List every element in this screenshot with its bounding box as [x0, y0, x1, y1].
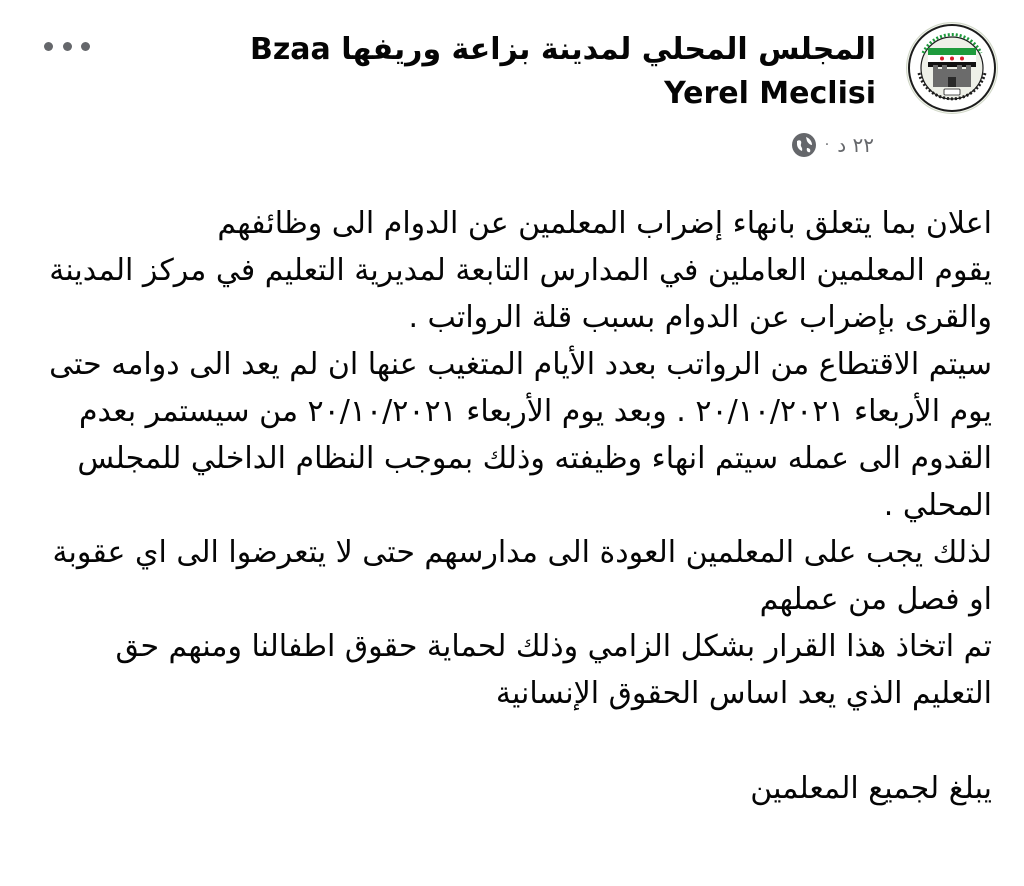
author-avatar[interactable] — [906, 22, 998, 114]
post-paragraph: سيتم الاقتطاع من الرواتب بعدد الأيام المتغيب عنها ان لم يعد الى دوامه حتى يوم الأربعاء ٢٠/١٠/٢٠٢١ . وبعد يوم الأربعاء ٢٠/١٠/٢٠٢١ من سيستمر بعدم القدوم الى عمله سيتم انهاء وظيفته وذلك بموجب النظام الداخلي للمجلس المحلي . — [49, 347, 992, 523]
more-options-icon — [44, 42, 53, 51]
more-options-button[interactable] — [44, 34, 90, 58]
post-meta — [791, 132, 874, 158]
paragraph-gap — [32, 717, 992, 765]
bzaa-council-logo-icon — [907, 23, 997, 113]
post-paragraph: تم اتخاذ هذا القرار بشكل الزامي وذلك لحماية حقوق اطفالنا ومنهم حق التعليم الذي يعد اساس الحقوق الإنسانية — [115, 629, 992, 711]
post-closing: يبلغ لجميع المعلمين — [750, 771, 992, 806]
author-name[interactable]: المجلس المحلي لمدينة بزاعة وريفها Bzaa Yerel Meclisi — [249, 32, 876, 111]
globe-icon — [791, 132, 817, 158]
post-paragraph: يقوم المعلمين العاملين في المدارس التابعة لمديرية التعليم في مركز المدينة والقرى بإضراب عن الدوام بسبب قلة الرواتب . — [49, 253, 992, 335]
post-paragraph: اعلان بما يتعلق بانهاء إضراب المعلمين عن الدوام الى وظائفهم — [217, 206, 992, 241]
post-body — [32, 200, 992, 812]
post-paragraph: لذلك يجب على المعلمين العودة الى مدارسهم حتى لا يتعرضوا الى اي عقوبة او فصل من عملهم — [52, 535, 992, 617]
meta-separator: · — [824, 137, 830, 153]
post-time[interactable]: ٢٢ د — [837, 133, 874, 157]
more-options-dot — [63, 42, 72, 51]
more-options-dot — [81, 42, 90, 51]
